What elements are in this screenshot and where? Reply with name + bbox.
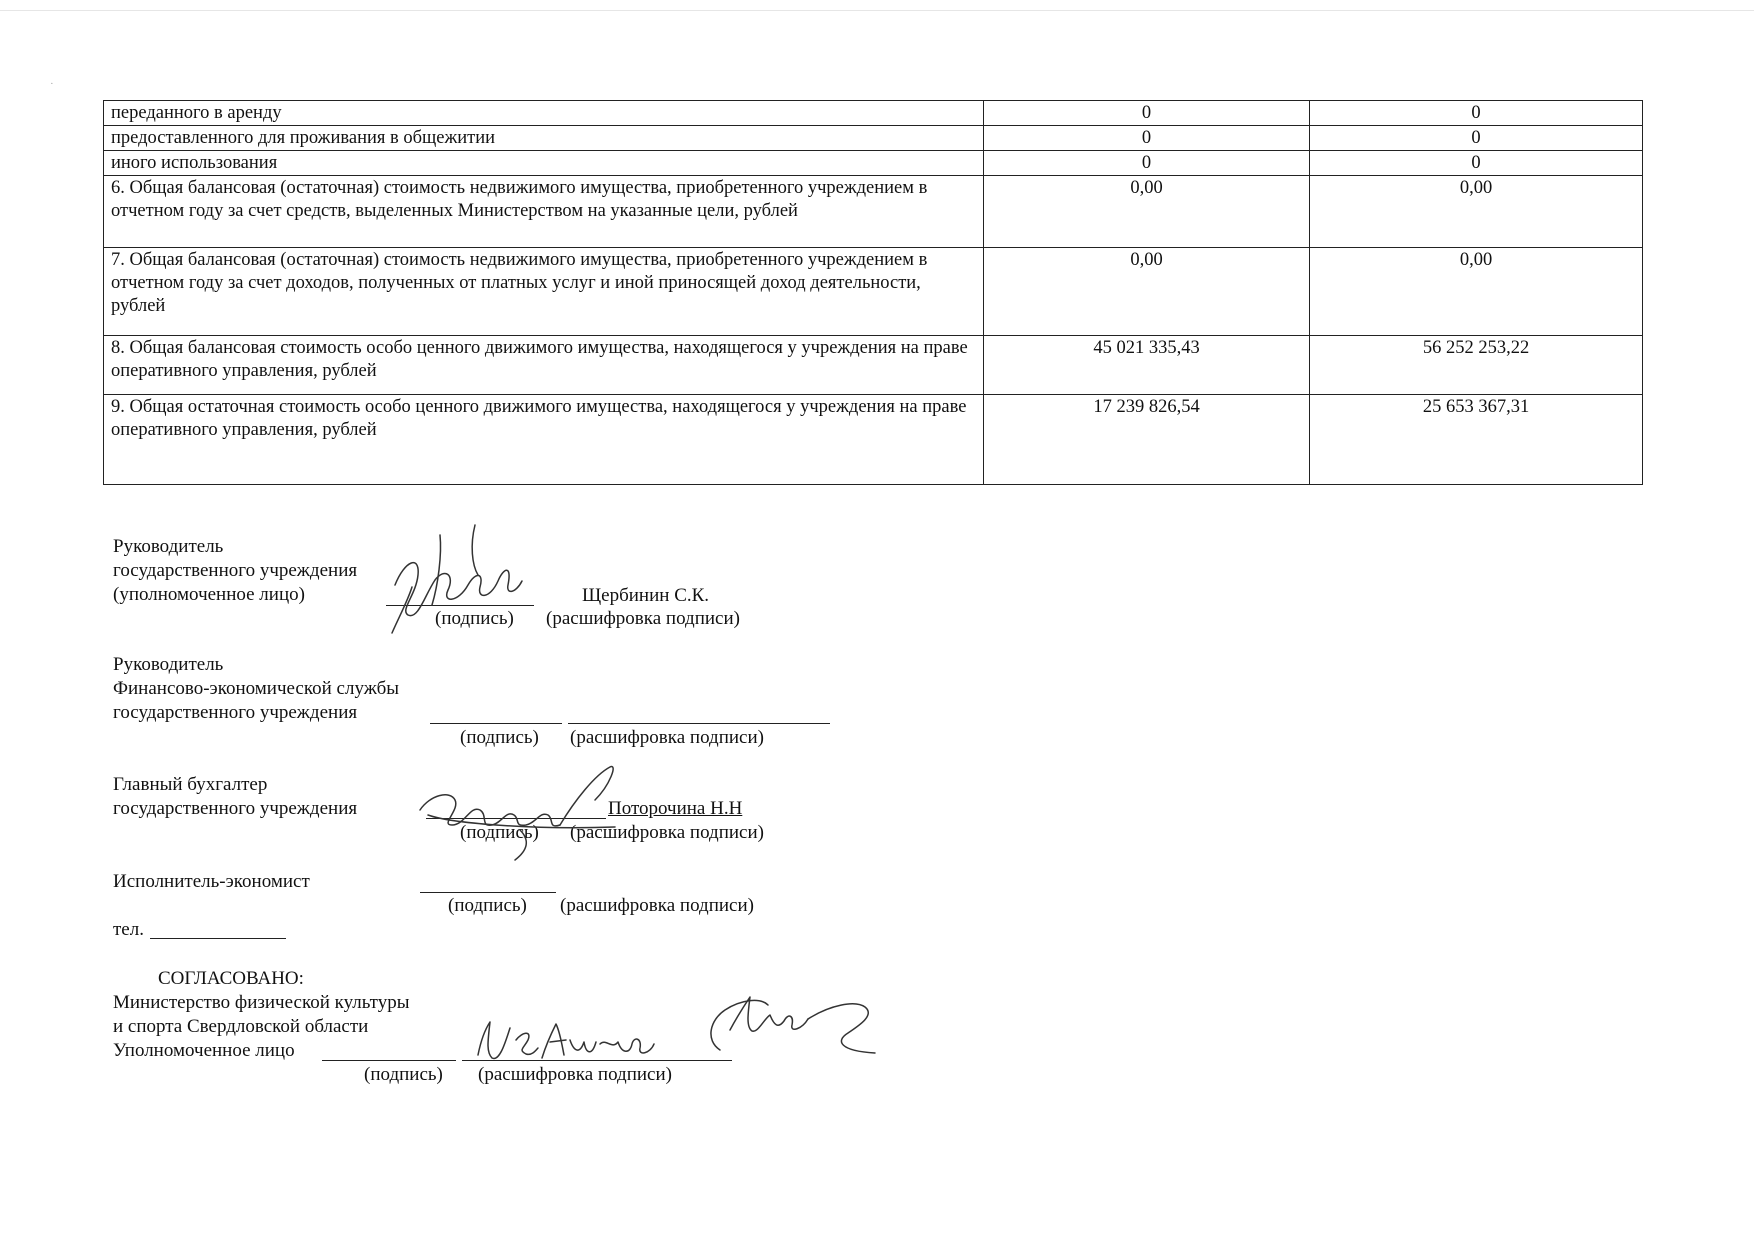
row-value-1: 0,00 xyxy=(984,248,1310,336)
row-label: предоставленного для проживания в общежитии xyxy=(104,126,984,151)
table-row xyxy=(104,126,1643,151)
economist-signature-line xyxy=(420,892,556,893)
table-row xyxy=(104,101,1643,126)
finance-sign-caption: (подпись) xyxy=(460,727,539,748)
row-label: иного использования xyxy=(104,151,984,176)
accountant-signature xyxy=(410,755,630,865)
table-row xyxy=(104,176,1643,248)
finance-title: Руководитель xyxy=(113,654,224,675)
row-value-2: 0 xyxy=(1310,151,1643,176)
accountant-sign-caption: (подпись) xyxy=(460,822,539,843)
row-value-2: 0 xyxy=(1310,126,1643,151)
finance-org: государственного учреждения xyxy=(113,702,358,723)
approval-signature xyxy=(690,985,890,1065)
economist-sign-caption: (подпись) xyxy=(448,895,527,916)
row-value-2: 25 653 367,31 xyxy=(1310,395,1643,485)
row-value-1: 0 xyxy=(984,151,1310,176)
row-value-1: 0,00 xyxy=(984,176,1310,248)
approval-role: Уполномоченное лицо xyxy=(113,1040,295,1061)
head-title: Руководитель xyxy=(113,536,224,557)
scan-mark: · xyxy=(50,78,54,90)
approval-ministry: Министерство физической культуры xyxy=(113,992,410,1013)
accountant-title: Главный бухгалтер xyxy=(113,774,268,795)
phone-label: тел. xyxy=(113,919,144,940)
head-sign-caption: (подпись) xyxy=(435,608,514,629)
economist-title: Исполнитель-экономист xyxy=(113,871,310,892)
head-role: (уполномоченное лицо) xyxy=(113,584,305,605)
table-row xyxy=(104,336,1643,395)
row-value-1: 0 xyxy=(984,101,1310,126)
phone-line xyxy=(150,938,286,939)
row-label: 8. Общая балансовая стоимость особо ценного движимого имущества, находящегося у учреждения на праве оперативного управления, рублей xyxy=(104,336,984,395)
head-decode-caption: (расшифровка подписи) xyxy=(546,608,740,629)
finance-service: Финансово-экономической службы xyxy=(113,678,400,699)
row-label: переданного в аренду xyxy=(104,101,984,126)
head-name: Щербинин С.К. xyxy=(582,585,710,606)
approval-signature-line xyxy=(322,1060,456,1061)
approval-decode-caption: (расшифровка подписи) xyxy=(478,1064,672,1085)
economist-decode-caption: (расшифровка подписи) xyxy=(560,895,754,916)
finance-name-line xyxy=(568,723,830,724)
report-table xyxy=(103,100,1643,485)
approval-heading: СОГЛАСОВАНО: xyxy=(158,968,304,989)
row-value-2: 56 252 253,22 xyxy=(1310,336,1643,395)
table-row xyxy=(104,395,1643,485)
table-row xyxy=(104,248,1643,336)
approval-handwritten-name xyxy=(470,1010,670,1070)
row-value-1: 17 239 826,54 xyxy=(984,395,1310,485)
accountant-org: государственного учреждения xyxy=(113,798,358,819)
row-value-2: 0 xyxy=(1310,101,1643,126)
approval-region: и спорта Свердловской области xyxy=(113,1016,369,1037)
table-row xyxy=(104,151,1643,176)
finance-signature-line xyxy=(430,723,562,724)
row-value-1: 45 021 335,43 xyxy=(984,336,1310,395)
accountant-name: Поторочина Н.Н xyxy=(608,798,743,819)
row-value-1: 0 xyxy=(984,126,1310,151)
accountant-decode-caption: (расшифровка подписи) xyxy=(570,822,764,843)
finance-decode-caption: (расшифровка подписи) xyxy=(570,727,764,748)
row-label: 9. Общая остаточная стоимость особо ценного движимого имущества, находящегося у учреждения на праве оперативного управления, рублей xyxy=(104,395,984,485)
row-label: 7. Общая балансовая (остаточная) стоимость недвижимого имущества, приобретенного учреждением в отчетном году за счет доходов, полученных от платных услуг и иной приносящей доход деятельности, рублей xyxy=(104,248,984,336)
scan-edge xyxy=(0,10,1754,11)
approval-sign-caption: (подпись) xyxy=(364,1064,443,1085)
row-value-2: 0,00 xyxy=(1310,176,1643,248)
row-label: 6. Общая балансовая (остаточная) стоимость недвижимого имущества, приобретенного учреждением в отчетном году за счет средств, выделенных Министерством на указанные цели, рублей xyxy=(104,176,984,248)
head-signature xyxy=(380,515,550,640)
head-org: государственного учреждения xyxy=(113,560,358,581)
row-value-2: 0,00 xyxy=(1310,248,1643,336)
